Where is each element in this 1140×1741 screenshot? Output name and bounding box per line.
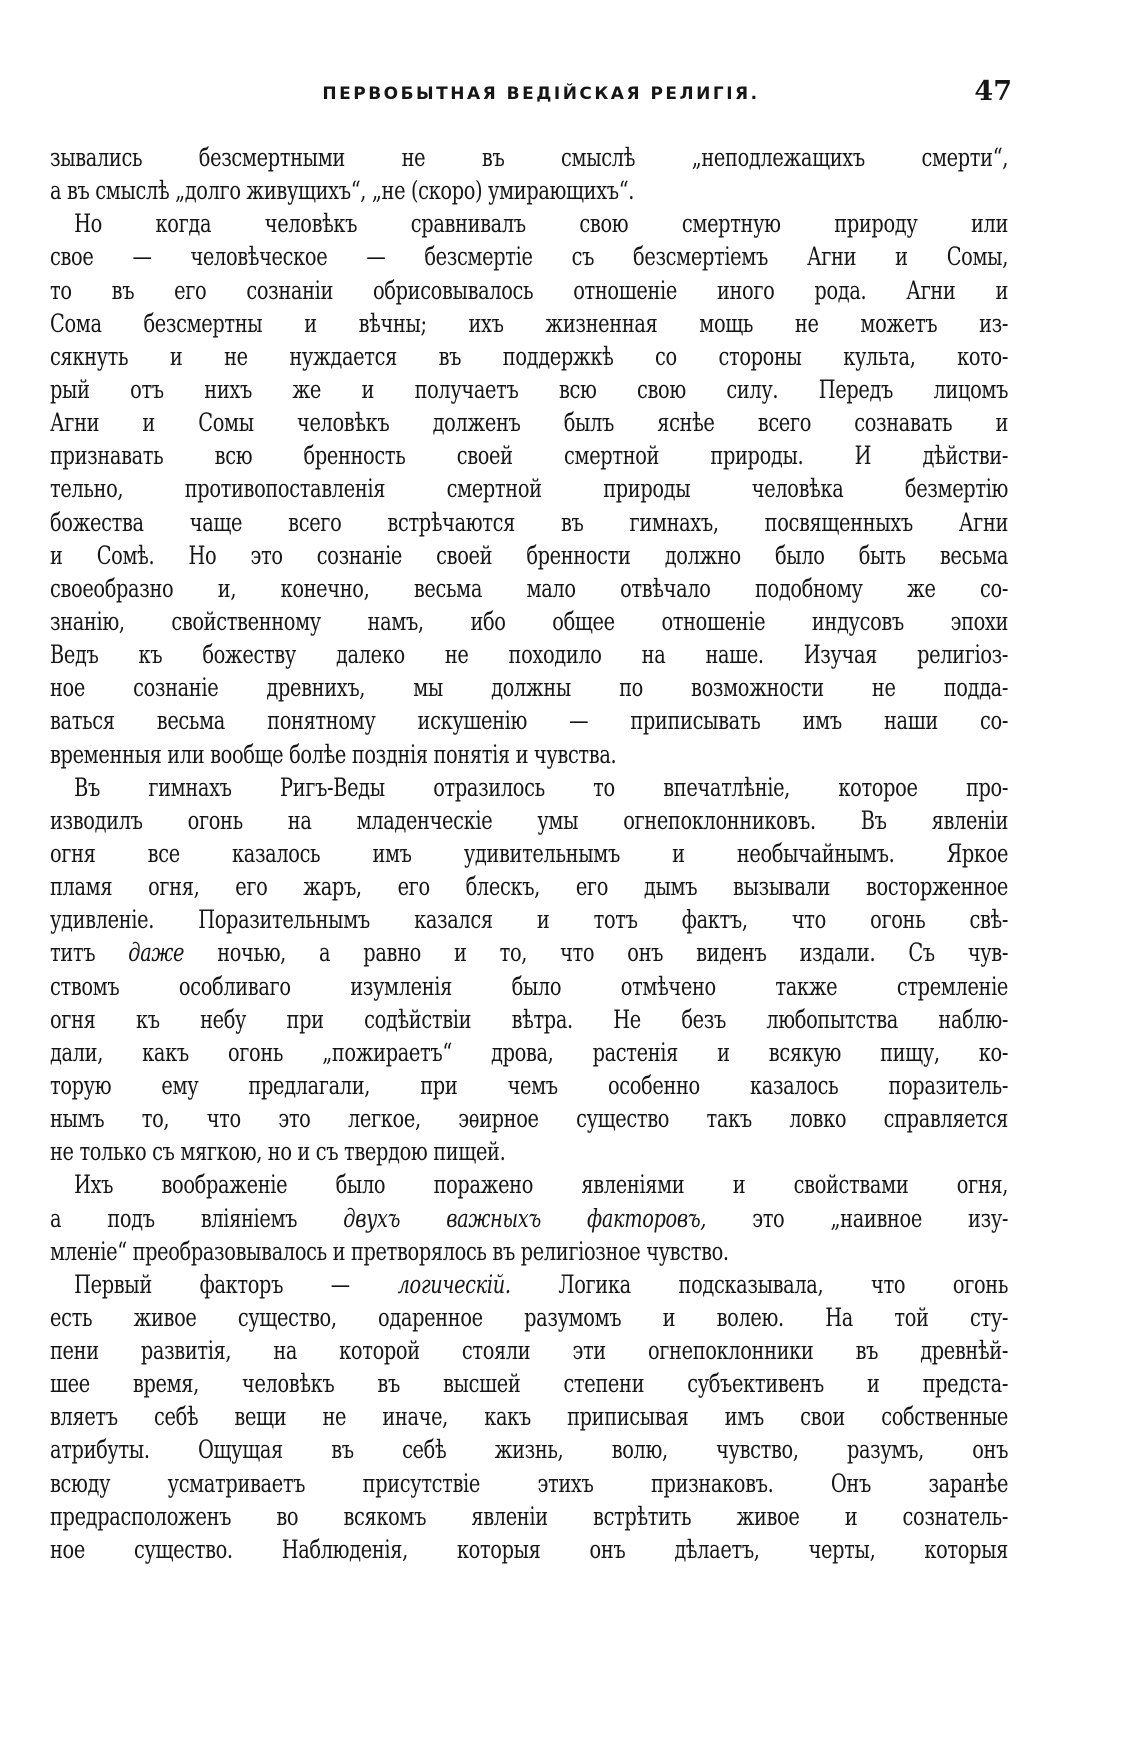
text-run: сякнуть и не нуждается въ поддержкѣ со стороны культа, кото-	[50, 341, 1009, 371]
text-line	[50, 771, 1008, 804]
text-run: Логика подсказывала, что огонь	[510, 1269, 1009, 1299]
text-run: тельно, противопоставленія смертной природы человѣка безмертію	[50, 474, 1009, 504]
text-line	[50, 1003, 1008, 1036]
text-run: всюду усматриваетъ присутствіе этихъ признаковъ. Онъ заранѣе	[50, 1468, 1009, 1498]
text-run: торую ему предлагали, при чемъ особенно казалось поразитель-	[50, 1070, 1009, 1100]
text-line	[50, 141, 1008, 174]
text-run: шее время, человѣкъ въ высшей степени субъективенъ и предста-	[50, 1369, 1009, 1399]
text-run: Но когда человѣкъ сравнивалъ свою смертную природу или	[74, 209, 1009, 239]
text-run: мленіе“ преобразовывалось и претворялось въ религіозное чувство.	[50, 1236, 729, 1266]
text-line	[50, 870, 1008, 903]
text-line	[50, 1268, 1008, 1301]
page-number: 47	[974, 76, 1012, 107]
text-run: титъ	[50, 938, 129, 968]
text-run: зывались безсмертными не въ смыслѣ „неподлежащихъ смерти“,	[50, 143, 1009, 172]
text-line	[50, 472, 1008, 505]
text-run: Ихъ воображеніе было поражено явленіями и свойствами огня,	[74, 1170, 1009, 1200]
text-run: свое — человѣческое — безсмертіе съ безсмертіемъ Агни и Сомы,	[50, 242, 1009, 272]
text-line	[50, 1533, 1008, 1566]
text-line	[50, 174, 1008, 207]
text-line	[50, 1334, 1008, 1367]
text-line	[50, 1202, 1008, 1235]
text-run: божества чаще всего встрѣчаются въ гимнахъ, посвященныхъ Агни	[50, 507, 1009, 537]
text-line	[50, 240, 1008, 273]
text-line	[50, 439, 1008, 472]
text-run: ствомъ особливаго изумленія было отмѣчено также стремленіе	[50, 971, 1009, 1001]
italic-text-run: двухъ важныхъ факторовъ,	[343, 1203, 707, 1233]
text-line	[50, 1102, 1008, 1135]
text-line	[50, 837, 1008, 870]
text-line	[50, 1433, 1008, 1466]
text-line	[50, 1301, 1008, 1334]
text-line	[50, 539, 1008, 572]
text-line	[50, 1168, 1008, 1201]
text-run: предрасположенъ во всякомъ явленіи встрѣтить живое и сознатель-	[50, 1501, 1009, 1531]
text-run: ночью, а равно и то, что онъ виденъ издали. Съ чув-	[184, 938, 1009, 968]
text-line	[50, 903, 1008, 936]
text-run: дали, какъ огонь „пожираетъ“ дрова, растенія и всякую пищу, ко-	[50, 1037, 1009, 1067]
text-line	[50, 1036, 1008, 1069]
text-run: пени развитія, на которой стояли эти огнепоклонники въ древнѣй-	[50, 1336, 1009, 1366]
text-run: своеобразно и, конечно, весьма мало отвѣчало подобному же со-	[50, 573, 1009, 603]
text-run: есть живое существо, одаренное разумомъ и волею. На той сту-	[50, 1302, 1009, 1332]
text-run: а въ смыслѣ „долго живущихъ“, „не (скоро) умирающихъ“.	[50, 176, 635, 206]
text-line	[50, 340, 1008, 373]
text-line	[50, 1467, 1008, 1500]
text-line	[50, 406, 1008, 439]
body-text	[50, 141, 1008, 1566]
text-run: это „наивное изу-	[706, 1203, 1009, 1233]
text-run: Ведъ къ божеству далеко не походило на наше. Изучая религіоз-	[50, 640, 1009, 670]
text-line	[50, 671, 1008, 704]
text-line	[50, 207, 1008, 240]
text-run: знанію, свойственному намъ, ибо общее отношеніе индусовъ эпохи	[50, 606, 1009, 636]
text-run: ваться весьма понятному искушенію — приписывать имъ наши со-	[50, 706, 1009, 736]
text-run: пламя огня, его жаръ, его блескъ, его дымъ вызывали восторженное	[50, 872, 1009, 902]
text-line	[50, 1069, 1008, 1102]
text-run: огня къ небу при содѣйствіи вѣтра. Не безъ любопытства наблю-	[50, 1004, 1009, 1034]
text-run: вляетъ себѣ вещи не иначе, какъ приписывая имъ свои собственные	[50, 1402, 1009, 1432]
text-line	[50, 970, 1008, 1003]
text-line	[50, 1400, 1008, 1433]
text-run: а подъ вліяніемъ	[50, 1203, 344, 1233]
text-line	[50, 804, 1008, 837]
text-run: то въ его сознаніи обрисовывалось отношеніе иного рода. Агни и	[50, 275, 1009, 305]
text-line	[50, 1500, 1008, 1533]
text-run: ное сознаніе древнихъ, мы должны по возможности не подда-	[50, 673, 1009, 703]
text-run: Въ гимнахъ Ригъ-Веды отразилось то впечатлѣніе, которое про-	[74, 772, 1009, 802]
text-run: удивленіе. Поразительнымъ казался и тотъ фактъ, что огонь свѣ-	[50, 905, 1009, 935]
text-run: временныя или вообще болѣе позднія понятія и чувства.	[50, 739, 617, 769]
text-line	[50, 936, 1008, 969]
italic-text-run: логическій.	[397, 1269, 511, 1299]
text-line	[50, 1235, 1008, 1268]
running-title: ПЕРВОБЫТНАЯ ВЕДІЙСКАЯ РЕЛИГІЯ.	[322, 84, 760, 104]
text-run: и Сомѣ. Но это сознаніе своей бренности должно было быть весьма	[50, 540, 1009, 570]
text-run: огня все казалось имъ удивительнымъ и необычайнымъ. Яркое	[50, 838, 1009, 868]
text-run: атрибуты. Ощущая въ себѣ жизнь, волю, чувство, разумъ, онъ	[50, 1435, 1009, 1465]
text-line	[50, 1367, 1008, 1400]
text-line	[50, 1135, 1008, 1168]
text-run: признавать всю бренность своей смертной природы. И дѣйстви-	[50, 441, 1009, 471]
text-run: рый отъ нихъ же и получаетъ всю свою силу. Передъ лицомъ	[50, 374, 1009, 404]
text-line	[50, 638, 1008, 671]
page-header	[70, 76, 1012, 112]
text-line	[50, 738, 1008, 771]
text-run: Агни и Сомы человѣкъ долженъ былъ яснѣе всего сознавать и	[50, 408, 1009, 438]
text-run: изводилъ огонь на младенческіе умы огнепоклонниковъ. Въ явленіи	[50, 805, 1009, 835]
text-run: нымъ то, что это легкое, эѳирное существо такъ ловко справляется	[50, 1104, 1009, 1134]
text-line	[50, 307, 1008, 340]
text-line	[50, 704, 1008, 737]
text-run: Сома безсмертны и вѣчны; ихъ жизненная мощь не можетъ из-	[50, 308, 1009, 338]
italic-text-run: даже	[128, 938, 185, 968]
text-line	[50, 274, 1008, 307]
text-run: ное существо. Наблюденія, которыя онъ дѣлаетъ, черты, которыя	[50, 1534, 1009, 1564]
text-line	[50, 605, 1008, 638]
text-run: Первый факторъ —	[74, 1269, 398, 1299]
text-line	[50, 373, 1008, 406]
text-run: не только съ мягкою, но и съ твердою пищей.	[50, 1137, 506, 1167]
text-line	[50, 572, 1008, 605]
text-line	[50, 506, 1008, 539]
